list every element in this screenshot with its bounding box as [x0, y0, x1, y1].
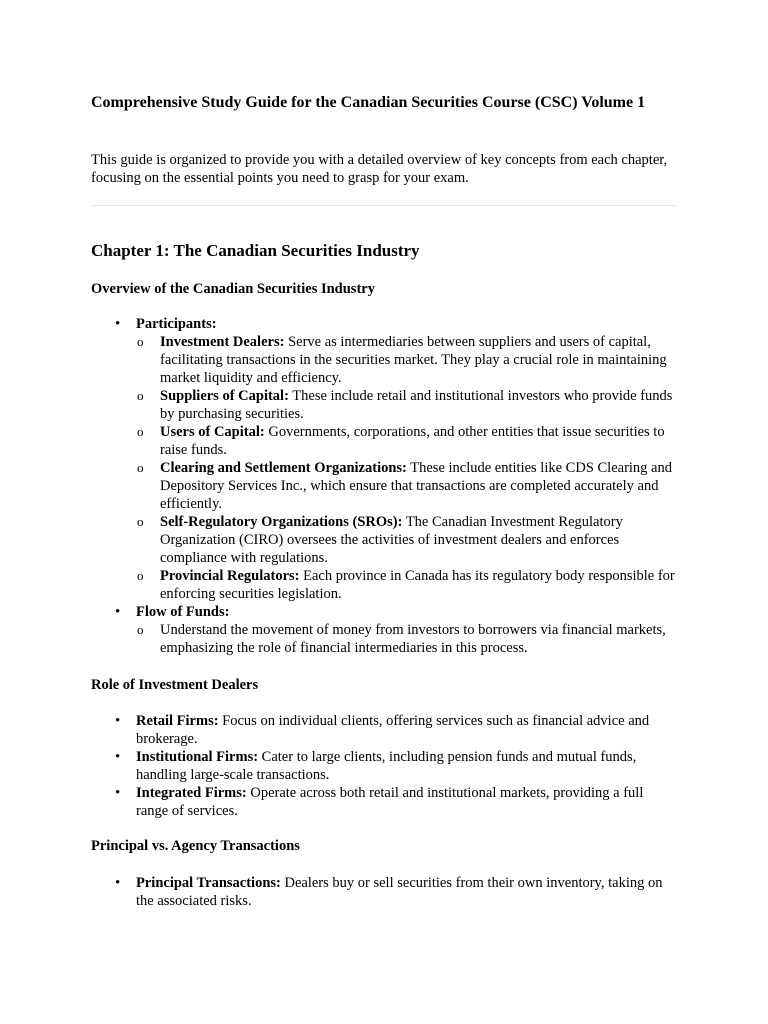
participants-list: [115, 333, 677, 603]
term: Users of Capital:: [160, 424, 265, 440]
term: Self-Regulatory Organizations (SROs):: [160, 514, 403, 530]
list-item: [115, 423, 677, 459]
overview-list: [115, 315, 677, 657]
section-divider: [91, 205, 677, 206]
overview-heading: Overview of the Canadian Securities Industry: [91, 281, 375, 297]
dealers-heading: Role of Investment Dealers: [91, 677, 259, 693]
list-item: [115, 513, 677, 567]
term: Investment Dealers:: [160, 334, 285, 350]
list-item: [115, 874, 677, 910]
term: Principal Transactions:: [136, 875, 281, 891]
list-item: [115, 333, 677, 387]
term: Institutional Firms:: [136, 749, 259, 765]
list-item: [115, 603, 677, 657]
term: Provincial Regulators:: [160, 568, 300, 584]
intro-paragraph: This guide is organized to provide you with a detailed overview of key concepts from each chapter, focusing on the essential points you need to grasp for your exam.: [91, 152, 668, 186]
document-title: Comprehensive Study Guide for the Canadian Securities Course (CSC) Volume 1: [91, 94, 646, 111]
transactions-heading: Principal vs. Agency Transactions: [91, 838, 300, 854]
description: These include entities like CDS Clearing and Depository Services Inc., which ensure that transactions are completed accurately and efficiently.: [160, 460, 672, 512]
dealers-list: [115, 712, 677, 820]
description: Operate across both retail and institutional markets, providing a full range of services.: [136, 785, 644, 819]
list-item: [115, 315, 677, 603]
description: The Canadian Investment Regulatory Organization (CIRO) oversees the activities of investment dealers and enforces compliance with regulations.: [160, 514, 623, 566]
list-item: [115, 784, 677, 820]
chapter-heading: Chapter 1: The Canadian Securities Industry: [91, 241, 420, 260]
description: Each province in Canada has its regulatory body responsible for enforcing securities legislation.: [160, 568, 675, 602]
list-item: [115, 621, 677, 657]
list-item: [115, 387, 677, 423]
transactions-list: [115, 874, 677, 910]
participants-label: Participants:: [136, 316, 217, 332]
description: These include retail and institutional investors who provide funds by purchasing securities.: [160, 388, 673, 422]
list-item: [115, 459, 677, 513]
flow-list: [115, 621, 677, 657]
term: Retail Firms:: [136, 713, 219, 729]
list-item: [115, 567, 677, 603]
term: Suppliers of Capital:: [160, 388, 289, 404]
list-item: [115, 748, 677, 784]
description: Serve as intermediaries between suppliers and users of capital, facilitating transactions in the securities market. They play a crucial role in maintaining market liquidity and efficiency.: [160, 334, 667, 386]
term: Clearing and Settlement Organizations:: [160, 460, 407, 476]
term: Integrated Firms:: [136, 785, 247, 801]
description: Focus on individual clients, offering services such as financial advice and brokerage.: [136, 713, 650, 747]
description: Governments, corporations, and other entities that issue securities to raise funds.: [160, 424, 665, 458]
description: Dealers buy or sell securities from their own inventory, taking on the associated risks.: [136, 875, 663, 909]
description: Understand the movement of money from investors to borrowers via financial markets, emphasizing the role of financial intermediaries in this process.: [160, 622, 666, 656]
list-item: [115, 712, 677, 748]
description: Cater to large clients, including pension funds and mutual funds, handling large-scale transactions.: [136, 749, 637, 783]
flow-of-funds-label: Flow of Funds:: [136, 604, 230, 620]
